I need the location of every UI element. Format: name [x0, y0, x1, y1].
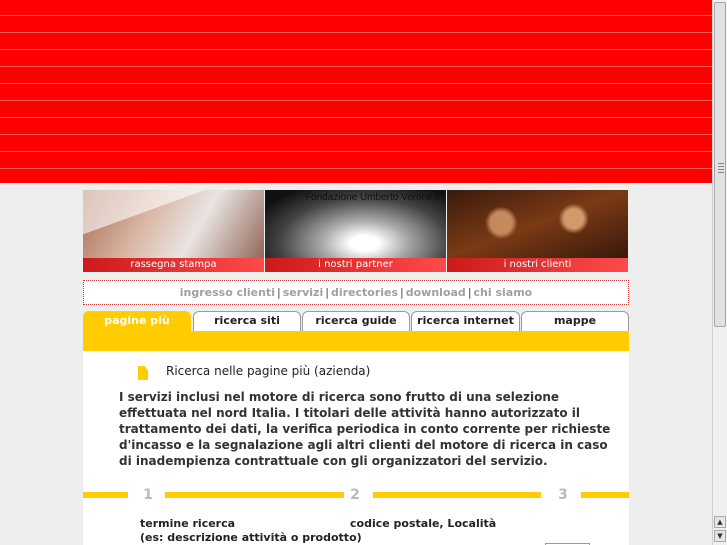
step-divider	[83, 492, 128, 498]
banner-label-clienti[interactable]: i nostri clienti	[447, 258, 628, 272]
scroll-up-button[interactable]: ▲	[714, 516, 726, 528]
vertical-scrollbar[interactable]	[712, 0, 727, 545]
tab-ricerca-siti[interactable]: ricerca siti	[193, 311, 301, 331]
search-term-hint: (es: descrizione attività o prodotto)	[140, 531, 362, 544]
search-tabs	[83, 311, 629, 331]
step-1: 1	[143, 487, 153, 503]
banner-clienti[interactable]	[447, 190, 628, 272]
top-nav-links	[83, 280, 629, 305]
nav-link-download[interactable]: download	[405, 286, 466, 299]
step-divider	[581, 492, 629, 498]
fondazione-caption: Fondazione Umberto Veronesi	[304, 192, 440, 203]
nav-link-servizi[interactable]: servizi	[282, 286, 324, 299]
tab-ricerca-guide[interactable]: ricerca guide	[302, 311, 410, 331]
section-title: Ricerca nelle pagine più (azienda)	[166, 364, 371, 378]
step-3: 3	[558, 487, 568, 503]
nav-separator: |	[276, 286, 281, 299]
scrollbar-thumb[interactable]	[714, 2, 726, 327]
scroll-down-button[interactable]: ▼	[714, 530, 726, 542]
banner-rassegna-stampa[interactable]	[83, 190, 264, 272]
nav-link-chi-siamo[interactable]: chi siamo	[473, 286, 533, 299]
service-description: I servizi inclusi nel motore di ricerca sono frutto di una selezione effettuata nel nord Italia. I titolari delle attività hanno autorizzato il trattamento dei dati, la verifica periodica in conto corrente per richieste d'incasso e la segnalazione agli altri clienti del motore di ricerca in caso di inadempienza contrattuale con gli organizzatori del servizio.	[119, 390, 611, 468]
location-label: codice postale, Località	[350, 517, 497, 530]
search-term-label: termine ricerca	[140, 517, 236, 530]
nav-link-directories[interactable]: directories	[330, 286, 399, 299]
nav-separator: |	[325, 286, 329, 299]
banner-label-partner[interactable]: i nostri partner	[265, 258, 446, 272]
main-content	[83, 331, 629, 545]
tab-pagine-piu[interactable]: pagine più	[83, 311, 191, 333]
nav-separator: |	[400, 286, 404, 299]
banner-label-rassegna[interactable]: rassegna stampa	[83, 258, 264, 272]
nav-separator: |	[467, 286, 472, 299]
banner-partner[interactable]	[265, 190, 446, 272]
header-red-band	[0, 0, 712, 183]
scrollbar-grip-icon	[718, 163, 724, 173]
tab-ricerca-internet[interactable]: ricerca internet	[411, 311, 520, 331]
step-indicator	[83, 487, 629, 503]
step-divider	[373, 492, 541, 498]
tab-mappe[interactable]: mappe	[521, 311, 629, 331]
banner-images	[83, 190, 628, 272]
nav-link-ingresso-clienti[interactable]: ingresso clienti	[179, 286, 275, 299]
step-2: 2	[350, 487, 360, 503]
document-icon	[138, 366, 148, 380]
step-divider	[165, 492, 344, 498]
tab-content-strip	[83, 331, 629, 351]
